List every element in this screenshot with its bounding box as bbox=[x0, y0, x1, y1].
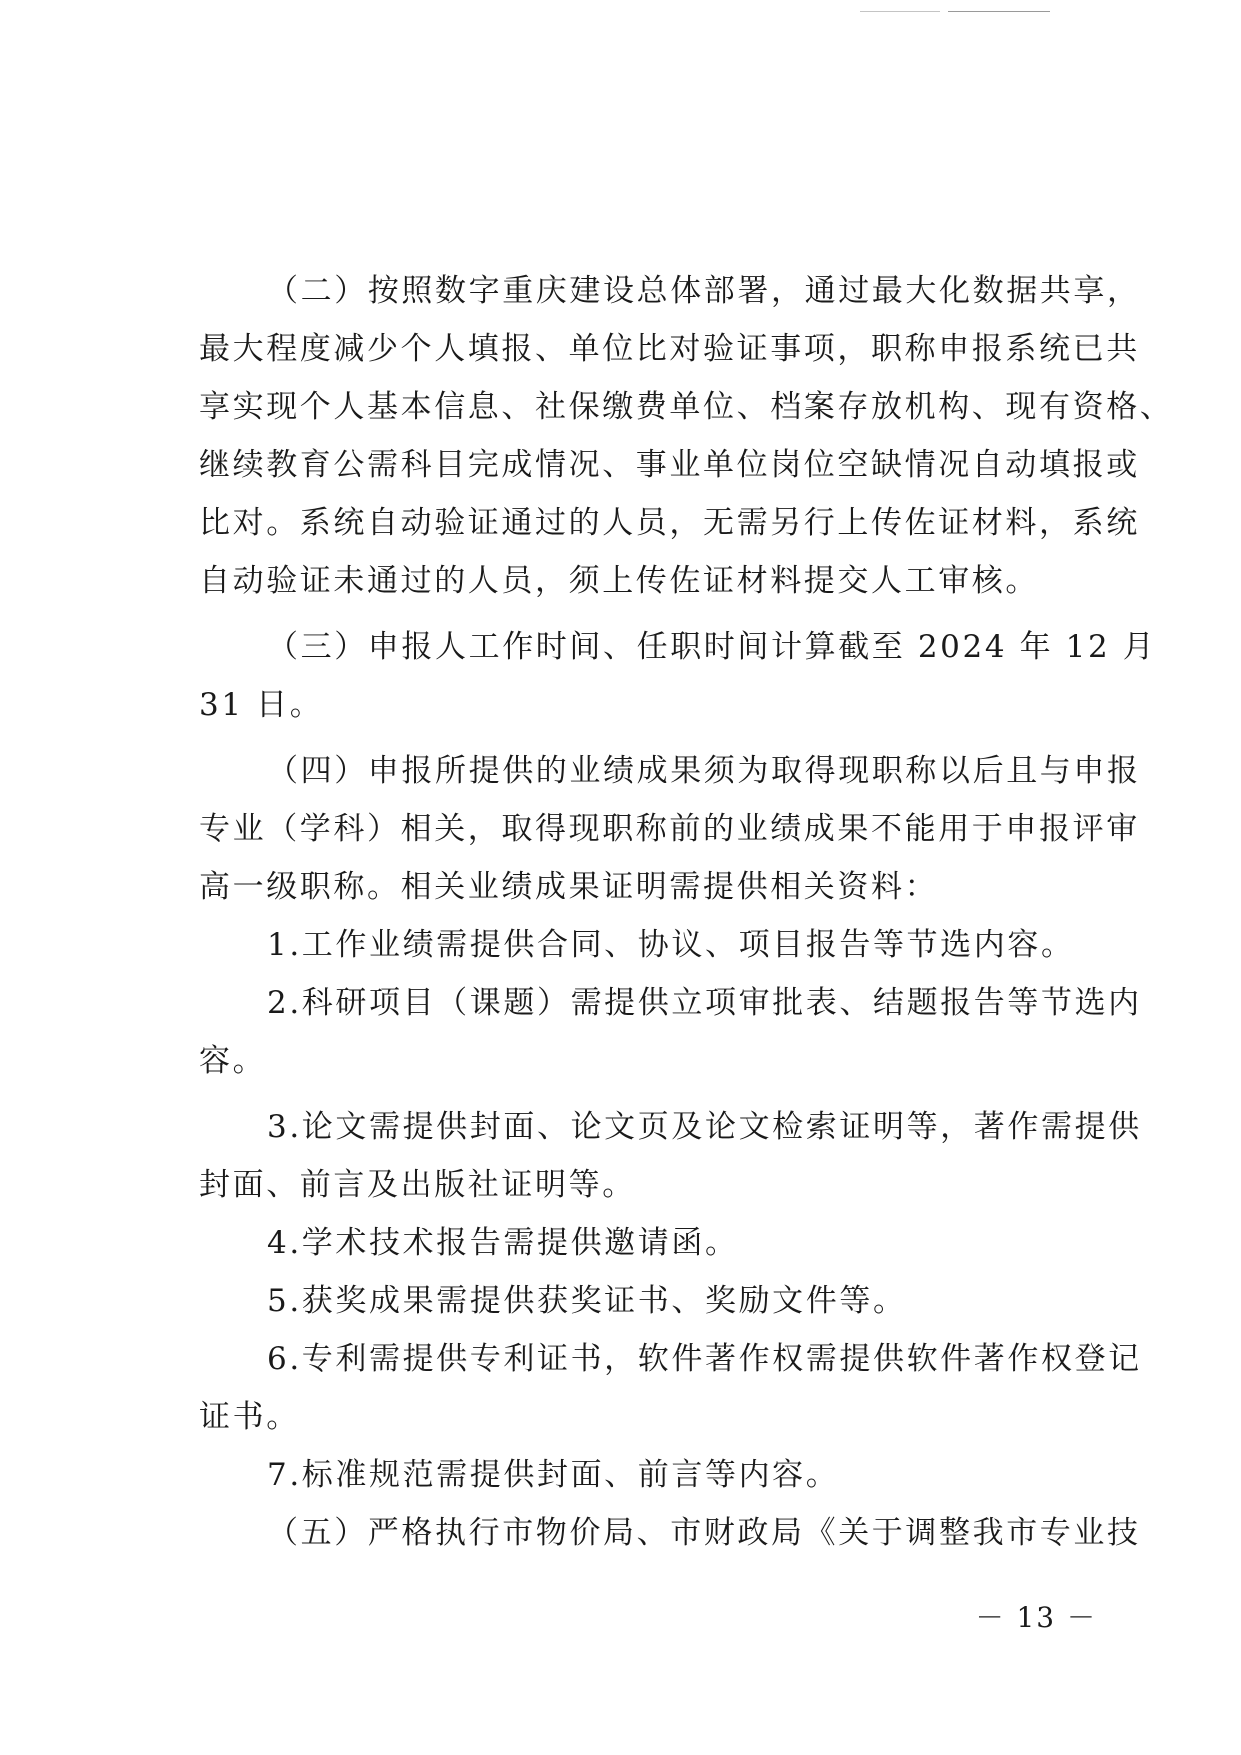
paragraph-2 bbox=[199, 262, 1174, 610]
list-item-2 bbox=[199, 974, 1142, 1090]
text-line: 比对。系统自动验证通过的人员，无需另行上传佐证材料，系统 bbox=[199, 505, 1140, 541]
paragraph-4 bbox=[199, 742, 1141, 916]
text-line: 5.获奖成果需提供获奖证书、奖励文件等。 bbox=[267, 1283, 907, 1319]
text-line: 继续教育公需科目完成情况、事业单位岗位空缺情况自动填报或 bbox=[199, 447, 1140, 483]
list-item-7 bbox=[199, 1446, 1077, 1504]
text-line: 自动验证未通过的人员，须上传佐证材料提交人工审核。 bbox=[199, 563, 1039, 599]
text-line: 专业（学科）相关，取得现职称前的业绩成果不能用于申报评审 bbox=[199, 811, 1140, 847]
paragraph-5 bbox=[199, 1504, 1141, 1562]
text-line: 高一级职称。相关业绩成果证明需提供相关资料： bbox=[199, 869, 939, 905]
text-line: 4.学术技术报告需提供邀请函。 bbox=[267, 1225, 739, 1261]
text-line: 1.工作业绩需提供合同、协议、项目报告等节选内容。 bbox=[267, 927, 1075, 963]
text-line: 最大程度减少个人填报、单位比对验证事项，职称申报系统已共 bbox=[199, 331, 1140, 367]
text-line: 7.标准规范需提供封面、前言等内容。 bbox=[267, 1457, 840, 1493]
text-line: 6.专利需提供专利证书，软件著作权需提供软件著作权登记 bbox=[267, 1341, 1142, 1377]
list-item-1 bbox=[199, 916, 1077, 974]
text-line: 封面、前言及出版社证明等。 bbox=[199, 1167, 636, 1203]
scan-artifact-line bbox=[860, 11, 940, 12]
list-item-6 bbox=[199, 1330, 1142, 1446]
scan-artifact-line bbox=[948, 11, 1050, 12]
text-line: 3.论文需提供封面、论文页及论文检索证明等，著作需提供 bbox=[267, 1109, 1142, 1145]
list-item-4 bbox=[199, 1214, 1077, 1272]
text-line: （四）申报所提供的业绩成果须为取得现职称以后且与申报 bbox=[267, 753, 1141, 789]
text-line: （三）申报人工作时间、任职时间计算截至 2024 年 12 月 bbox=[267, 629, 1157, 665]
page-number: － 13 － bbox=[975, 1601, 1097, 1634]
text-line: 2.科研项目（课题）需提供立项审批表、结题报告等节选内 bbox=[267, 985, 1142, 1021]
text-line: 31 日。 bbox=[199, 687, 324, 723]
text-line: 证书。 bbox=[199, 1399, 300, 1435]
text-line: （五）严格执行市物价局、市财政局《关于调整我市专业技 bbox=[267, 1515, 1141, 1551]
paragraph-3 bbox=[199, 618, 1157, 734]
text-line: 容。 bbox=[199, 1043, 267, 1079]
list-item-3 bbox=[199, 1098, 1142, 1214]
text-line: （二）按照数字重庆建设总体部署，通过最大化数据共享， bbox=[267, 273, 1141, 309]
text-line: 享实现个人基本信息、社保缴费单位、档案存放机构、现有资格、 bbox=[199, 389, 1174, 425]
body-text bbox=[199, 262, 1174, 1562]
list-item-5 bbox=[199, 1272, 1077, 1330]
